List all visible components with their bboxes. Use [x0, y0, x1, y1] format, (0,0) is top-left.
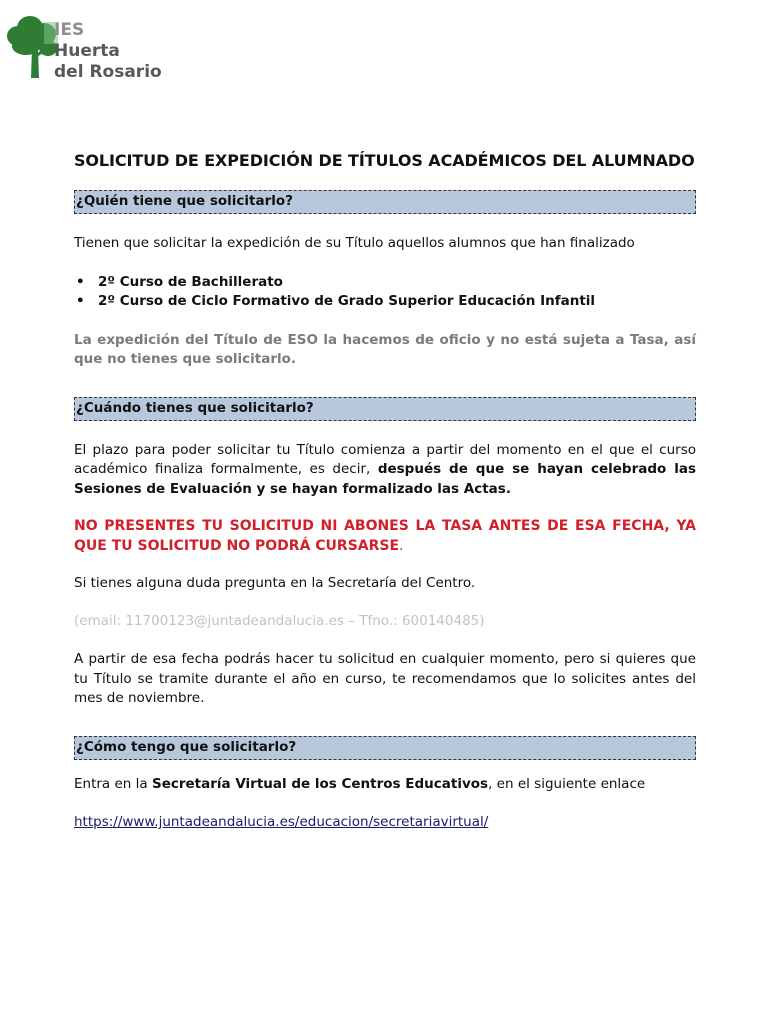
how-text-start: Entra en la [74, 775, 152, 792]
courses-list [74, 273, 696, 312]
contact-info: (email: 11700123@juntadeandalucia.es – Tfno.: 600140485) [74, 612, 485, 629]
section-header-how: ¿Cómo tengo que solicitarlo? [74, 736, 696, 760]
who-intro: Tienen que solicitar la expedición de su Título aquellos alumnos que han finalizado [74, 235, 635, 251]
deadline-paragraph [74, 441, 696, 500]
list-item: • 2º Curso de Ciclo Formativo de Grado Superior Educación Infantil [98, 292, 696, 312]
deadline-text: El plazo para poder solicitar tu Título comienza a partir del momento en el que el curso académico finaliza formalmente, es decir, [74, 441, 696, 477]
doubts-text: Si tienes alguna duda pregunta en la Secretaría del Centro. [74, 575, 476, 591]
warning-paragraph [74, 516, 696, 556]
warning-end: . [399, 538, 404, 554]
list-item: • 2º Curso de Bachillerato [98, 273, 696, 293]
logo-line-2: Huerta [54, 41, 120, 61]
section-header-who: ¿Quién tiene que solicitarlo? [74, 190, 696, 214]
eso-note: La expedición del Título de ESO la hacemos de oficio y no está sujeta a Tasa, así que no tienes que solicitarlo. [74, 331, 696, 367]
warning-text: NO PRESENTES TU SOLICITUD NI ABONES LA TASA ANTES DE ESA FECHA, YA QUE TU SOLICITUD NO PODRÁ CURSARSE [74, 518, 696, 554]
logo-line-1: IES [54, 20, 85, 40]
document-body [74, 150, 696, 833]
link-paragraph [74, 813, 696, 833]
logo-text [54, 20, 162, 83]
secretaria-virtual-link[interactable]: https://www.juntadeandalucia.es/educacion/secretariavirtual/ [74, 814, 489, 830]
recommendation-paragraph: A partir de esa fecha podrás hacer tu solicitud en cualquier momento, pero si quieres que tu Título se tramite durante el año en curso, te recomendamos que lo solicites antes del mes de noviembre. [74, 651, 696, 706]
how-text-end: , en el siguiente enlace [488, 775, 646, 792]
section-header-when: ¿Cuándo tienes que solicitarlo? [74, 397, 696, 421]
school-logo [4, 8, 204, 88]
logo-line-3: del Rosario [54, 62, 162, 82]
secretaria-virtual-name: Secretaría Virtual de los Centros Educativos [151, 775, 489, 792]
document-title: SOLICITUD DE EXPEDICIÓN DE TÍTULOS ACADÉMICOS DEL ALUMNADO [74, 151, 695, 170]
how-paragraph [74, 775, 696, 795]
deadline-bold-text: después de que se hayan celebrado las Sesiones de Evaluación y se hayan formalizado las Actas. [74, 461, 696, 497]
